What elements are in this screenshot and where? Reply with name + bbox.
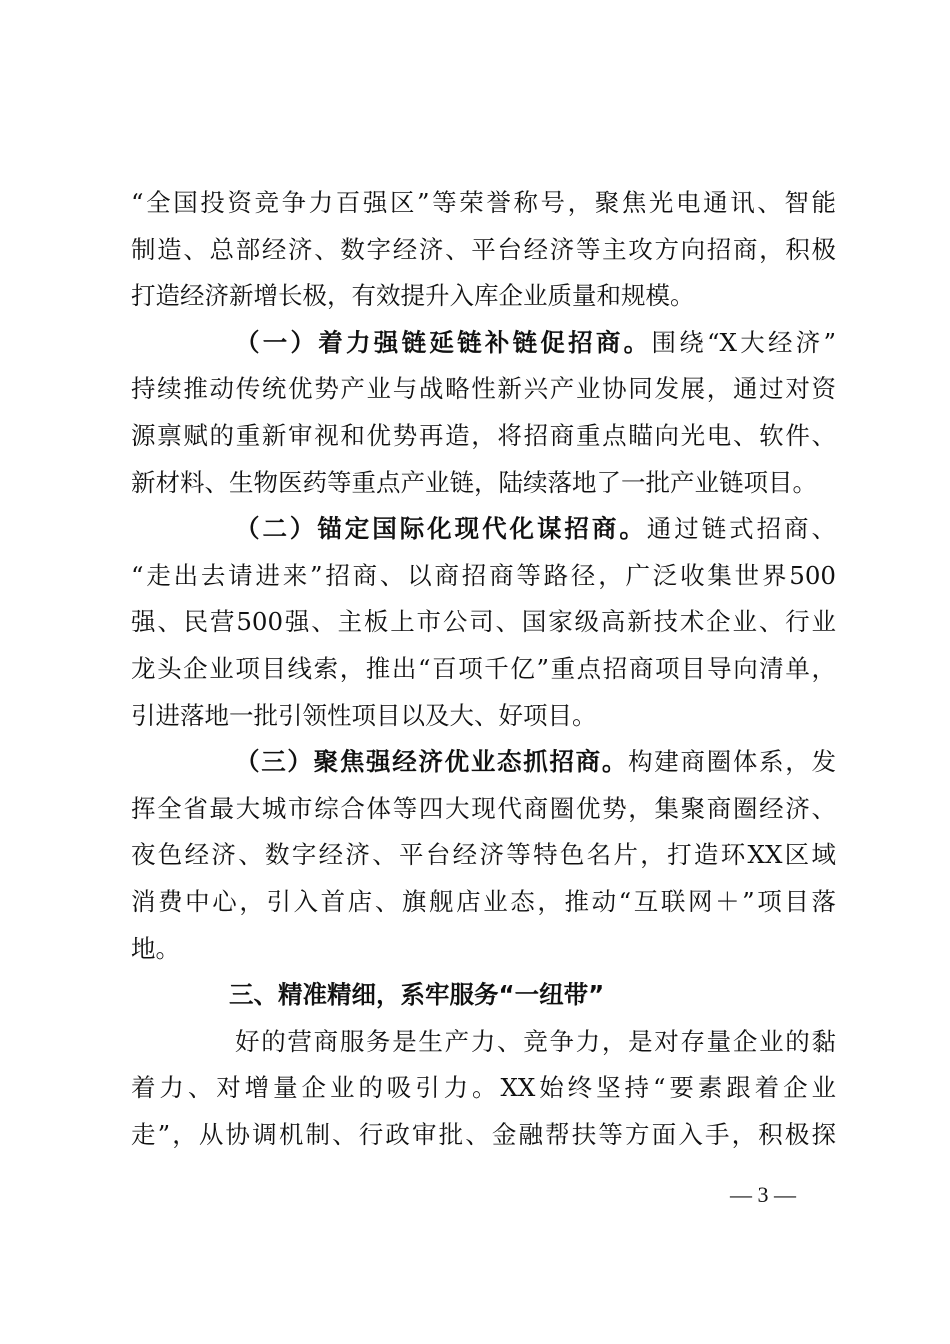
text-line: 持续推动传统优势产业与战略性新兴产业协同发展，通过对资 [131,374,836,404]
text-line: 地。 [131,933,180,963]
section-lead-line [131,739,836,786]
page-number: — 3 — [730,1182,796,1207]
text-line: 走”，从协调机制、行政审批、金融帮扶等方面入手，积极探 [131,1119,836,1149]
text-line: 源禀赋的重新审视和优势再造，将招商重点瞄向光电、软件、 [131,420,836,450]
section-lead-text: 构建商圈体系，发 [628,747,837,777]
text-line: 强、民营500强、主板上市公司、国家级高新技术企业、行业 [131,607,836,637]
text-line: 打造经济新增长极，有效提升入库企业质量和规模。 [131,281,695,311]
text-line: 好的营商服务是生产力、竞争力，是对存量企业的黏 [235,1026,836,1056]
text-line: 新材料、生物医药等重点产业链，陆续落地了一批产业链项目。 [131,467,817,497]
section-heading: 三、精准精细，系牢服务“一纽带” [229,980,605,1010]
text-line: 挥全省最大城市综合体等四大现代商圈优势，集聚商圈经济、 [131,793,836,823]
section-lead-line [131,506,836,553]
text-line: “全国投资竞争力百强区”等荣誉称号，聚焦光电通讯、智能 [131,188,836,217]
section-lead-text: 围绕“X大经济” [651,327,837,357]
text-line: 着力、对增量企业的吸引力。XX始终坚持“要素跟着企业 [131,1073,836,1103]
text-line: 夜色经济、数字经济、平台经济等特色名片，打造环XX区域 [131,840,836,870]
text-line: 龙头企业项目线索，推出“百项千亿”重点招商项目导向清单， [131,653,836,683]
section-lead-title: （二）锚定国际化现代化谋招商。 [235,514,647,544]
section-lead-title: （三）聚焦强经济优业态抓招商。 [235,747,629,777]
text-line: 制造、总部经济、数字经济、平台经济等主攻方向招商，积极 [131,234,836,264]
section-lead-title: （一）着力强链延链补链促招商。 [235,327,652,357]
text-line: 引进落地一批引领性项目以及大、好项目。 [131,700,597,730]
body-text [131,180,836,1158]
section-lead-text: 通过链式招商、 [646,514,837,544]
text-line: “走出去请进来”招商、以商招商等路径，广泛收集世界500 [131,560,836,590]
section-lead-line [131,320,836,367]
text-line: 消费中心，引入首店、旗舰店业态，推动“互联网＋”项目落 [131,886,836,916]
